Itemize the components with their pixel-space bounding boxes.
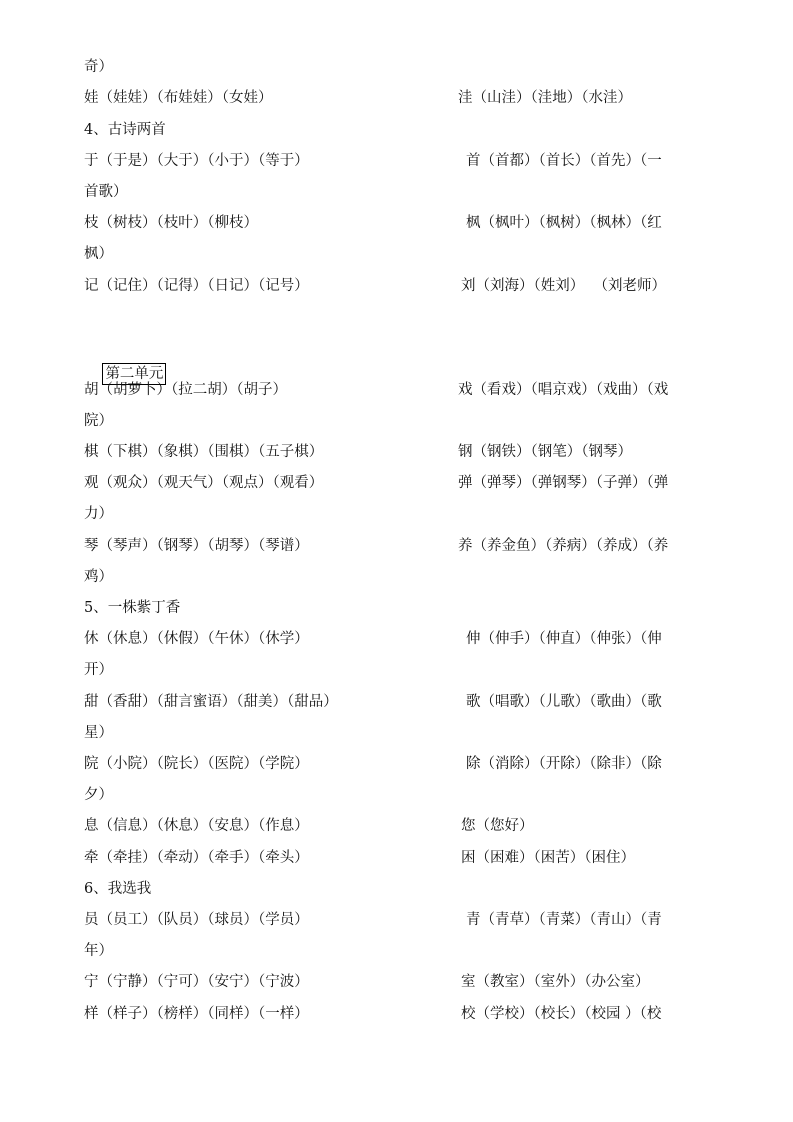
word-entry: 棋（下棋）（象棋）（围棋）（五子棋） [84, 444, 324, 460]
word-entry: 息（信息）（休息）（安息）（作息） [84, 818, 309, 834]
text-line: 开） [84, 662, 113, 678]
lesson-heading: 5、一株紫丁香 [84, 600, 181, 616]
word-entry: 琴（琴声）（钢琴）（胡琴）（琴谱） [84, 538, 309, 554]
word-entry: 样（样子）（榜样）（同样）（一样） [84, 1006, 309, 1022]
word-entry: 枫（枫叶）（枫树）（枫林）（红 [466, 215, 662, 231]
text-line: 奇） [84, 59, 113, 75]
word-entry: 员（员工）（队员）（球员）（学员） [84, 912, 309, 928]
word-entry: 困（困难）（困苦）（困住） [461, 850, 635, 866]
word-entry: 观（观众）（观天气）（观点）（观看） [84, 475, 324, 491]
word-entry: 伸（伸手）（伸直）（伸张）（伸 [466, 631, 662, 647]
unit-title-box: 第二单元 [102, 363, 166, 385]
word-entry: 宁（宁静）（宁可）（安宁）（宁波） [84, 974, 309, 990]
word-entry: 于（于是）（大于）（小于）（等于） [84, 153, 309, 169]
word-entry: 养（养金鱼）（养病）（养成）（养 [458, 538, 669, 554]
word-entry: 枝（树枝）（枝叶）（柳枝） [84, 215, 258, 231]
word-entry: 戏（看戏）（唱京戏）（戏曲）（戏 [458, 382, 669, 398]
word-entry: 首（首都）（首长）（首先）（一 [466, 153, 662, 169]
word-entry: 牵（牵挂）（牵动）（牵手）（牵头） [84, 850, 309, 866]
text-line: 星） [84, 725, 113, 741]
word-entry: 歌（唱歌）（儿歌）（歌曲）（歌 [466, 694, 662, 710]
lesson-heading: 4、古诗两首 [84, 122, 166, 138]
word-entry: 弹（弹琴）（弹钢琴）（子弹）（弹 [458, 475, 669, 491]
word-entry: 青（青草）（青菜）（青山）（青 [466, 912, 662, 928]
text-line: 院） [84, 413, 113, 429]
word-entry: 您（您好） [461, 818, 534, 834]
text-line: 年） [84, 943, 113, 959]
word-entry: 院（小院）（院长）（医院）（学院） [84, 756, 309, 772]
text-line: 首歌） [84, 184, 128, 200]
text-line: 夕） [84, 787, 113, 803]
word-entry: 钢（钢铁）（钢笔）（钢琴） [458, 444, 632, 460]
word-entry: 洼（山洼）（洼地）（水洼） [458, 90, 632, 106]
text-line: 力） [84, 506, 113, 522]
word-entry: 刘（刘海）（姓刘） （刘老师） [461, 278, 666, 294]
word-entry: 娃（娃娃）（布娃娃）（女娃） [84, 90, 273, 106]
lesson-heading: 6、我选我 [84, 881, 152, 897]
word-entry: 胡（胡萝卜）（拉二胡）（胡子） [84, 382, 287, 398]
word-entry: 校（学校）（校长）（校园 ）（校 [461, 1006, 662, 1022]
word-entry: 室（教室）（室外）（办公室） [461, 974, 650, 990]
word-entry: 除（消除）（开除）（除非）（除 [466, 756, 662, 772]
word-entry: 甜（香甜）（甜言蜜语）（甜美）（甜品） [84, 694, 338, 710]
text-line: 鸡） [84, 569, 113, 585]
word-entry: 记（记住）（记得）（日记）（记号） [84, 278, 309, 294]
word-entry: 休（休息）（休假）（午休）（休学） [84, 631, 309, 647]
text-line: 枫） [84, 246, 113, 262]
